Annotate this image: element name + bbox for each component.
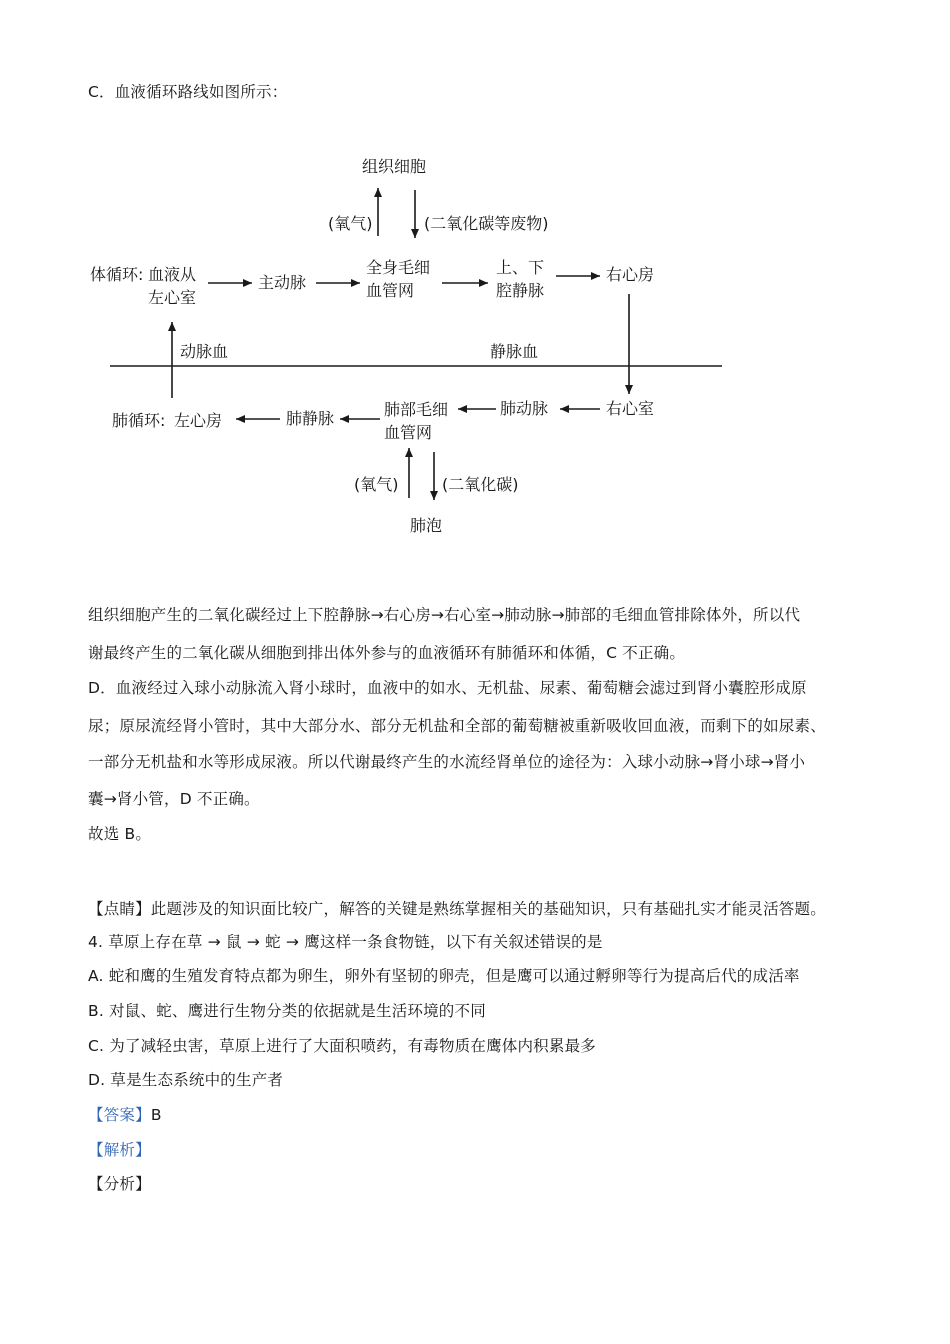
label-vena-cava-2: 腔静脉: [496, 281, 545, 300]
question-4-stem: 4. 草原上存在草 → 鼠 → 蛇 → 鹰这样一条食物链，以下有关叙述错误的是: [88, 933, 603, 951]
option-b: B. 对鼠、蛇、鹰进行生物分类的依据就是生活环境的不同: [88, 1002, 486, 1020]
analysis-label: 【解析】: [88, 1141, 151, 1159]
label-oxygen-top: (氧气): [328, 214, 373, 233]
answer-value: B: [150, 1106, 162, 1124]
text-line: 谢最终产生的二氧化碳从细胞到排出体外参与的血液循环有肺循环和体循，C 不正确。: [88, 644, 686, 662]
option-c-intro: C．血液循环路线如图所示：: [88, 83, 288, 101]
label-co2: (二氧化碳): [442, 475, 519, 494]
label-right-ventricle: 右心室: [606, 399, 655, 418]
label-pulmonary: 肺循环:: [112, 411, 166, 430]
label-vena-cava-1: 上、下: [496, 258, 545, 277]
label-alveoli: 肺泡: [410, 516, 443, 535]
label-arterial-blood: 动脉血: [180, 342, 229, 361]
answer-line: [88, 1103, 162, 1125]
text-line: 一部分无机盐和水等形成尿液。所以代谢最终产生的水流经肾单位的途径为：入球小动脉→肾小球→肾小: [88, 753, 806, 771]
blood-circulation-diagram: [0, 130, 950, 590]
label-blood-from: 血液从: [148, 265, 197, 284]
text-line: 尿；原尿流经肾小管时，其中大部分水、部分无机盐和全部的葡萄糖被重新吸收回血液，而剩下的如尿素、: [88, 717, 826, 735]
label-lung-capillary-2: 血管网: [384, 423, 433, 442]
label-left-ventricle: 左心室: [148, 288, 197, 307]
label-aorta: 主动脉: [258, 273, 307, 292]
label-right-atrium: 右心房: [606, 265, 655, 284]
label-pulmonary-artery: 肺动脉: [500, 399, 549, 418]
label-co2-waste: (二氧化碳等废物): [424, 214, 549, 233]
label-oxygen-bottom: (氧气): [354, 475, 399, 494]
label-venous-blood: 静脉血: [490, 342, 539, 361]
label-body-capillary-2: 血管网: [366, 281, 415, 300]
fenxi-label: 【分析】: [88, 1175, 151, 1193]
label-lung-capillary-1: 肺部毛细: [384, 400, 449, 419]
text-line: 组织细胞产生的二氧化碳经过上下腔静脉→右心房→右心室→肺动脉→肺部的毛细血管排除体外，所以代: [88, 606, 801, 624]
label-tissue-cells: 组织细胞: [362, 157, 427, 176]
text-line: 囊→肾小管，D 不正确。: [88, 790, 260, 808]
label-systemic: 体循环:: [90, 265, 144, 284]
option-a: A. 蛇和鹰的生殖发育特点都为卵生，卵外有坚韧的卵壳，但是鹰可以通过孵卵等行为提高后代的成活率: [88, 967, 800, 985]
final-choice: 故选 B。: [88, 825, 152, 843]
option-d: D. 草是生态系统中的生产者: [88, 1071, 284, 1089]
option-c: C. 为了减轻虫害，草原上进行了大面积喷药，有毒物质在鹰体内积累最多: [88, 1037, 596, 1055]
label-left-atrium: 左心房: [174, 411, 223, 430]
key-point: 【点睛】此题涉及的知识面比较广，解答的关键是熟练掌握相关的基础知识，只有基础扎实才能灵活答题。: [88, 900, 826, 918]
answer-label: 【答案】: [88, 1106, 151, 1124]
label-pulmonary-vein: 肺静脉: [286, 409, 335, 428]
label-body-capillary-1: 全身毛细: [366, 258, 431, 277]
option-d-explanation: D．血液经过入球小动脉流入肾小球时，血液中的如水、无机盐、尿素、葡萄糖会滤过到肾小囊腔形成原: [88, 679, 807, 697]
